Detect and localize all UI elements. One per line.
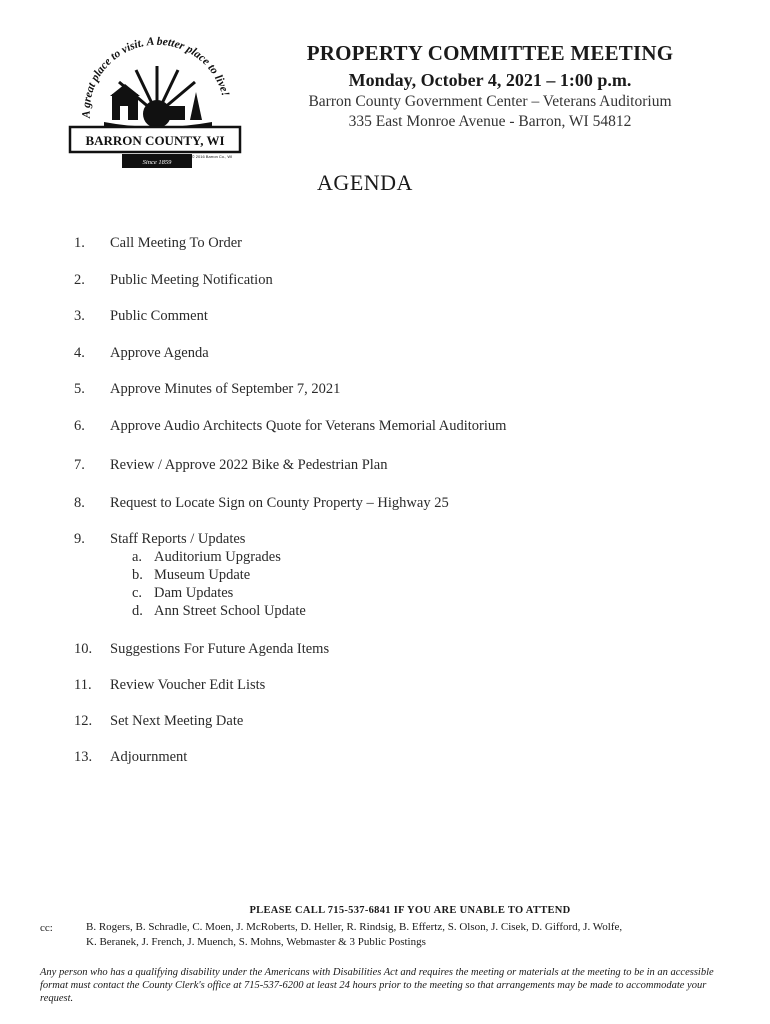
agenda-subitem: c. Dam Updates	[132, 585, 234, 601]
logo-arc-text: A great place to visit. A better place to live!	[80, 36, 232, 119]
agenda-heading: AGENDA	[317, 170, 413, 195]
meeting-date: Monday, October 4, 2021 – 1:00 p.m.	[348, 70, 632, 90]
attendance-notice: PLEASE CALL 715-537-6841 IF YOU ARE UNABLE TO ATTEND	[249, 905, 571, 916]
tree-icon	[190, 92, 202, 120]
meeting-title: PROPERTY COMMITTEE MEETING	[306, 41, 674, 65]
agenda-item: 13. Adjournment	[74, 749, 188, 765]
logo-since-text: Since 1859	[142, 159, 172, 166]
agenda-subitem: b. Museum Update	[132, 567, 251, 583]
agenda-item: 6. Approve Audio Architects Quote for Veterans Memorial Auditorium	[74, 418, 507, 434]
cc-line: B. Rogers, B. Schradle, C. Moen, J. McRoberts, D. Heller, R. Rindsig, B. Effertz, S. Olson, J. Cisek, D. Gifford, J. Wolfe,	[86, 921, 623, 933]
agenda-item: 3. Public Comment	[74, 308, 208, 324]
cc-line: K. Beranek, J. French, J. Muench, S. Mohns, Webmaster & 3 Public Postings	[86, 936, 426, 948]
agenda-subitem: d. Ann Street School Update	[132, 603, 306, 619]
cc-list	[86, 920, 706, 950]
logo-banner-text: BARRON COUNTY, WI	[85, 133, 225, 148]
agenda-item: 7. Review / Approve 2022 Bike & Pedestrian Plan	[74, 457, 388, 473]
agenda-item: 2. Public Meeting Notification	[74, 272, 273, 288]
agenda-item: 1. Call Meeting To Order	[74, 235, 243, 251]
agenda-item: 12. Set Next Meeting Date	[74, 713, 244, 729]
agenda-item: 4. Approve Agenda	[74, 345, 209, 361]
agenda-item: 10. Suggestions For Future Agenda Items	[74, 641, 330, 657]
meeting-header	[262, 40, 718, 132]
meeting-address: 335 East Monroe Avenue - Barron, WI 54812	[348, 113, 632, 130]
cc-label: cc:	[40, 922, 53, 934]
barron-county-logo	[62, 36, 252, 176]
agenda-item: 5. Approve Minutes of September 7, 2021	[74, 381, 341, 397]
agenda-item: 11. Review Voucher Edit Lists	[74, 677, 266, 693]
agenda-item: 8. Request to Locate Sign on County Property – Highway 25	[74, 495, 449, 511]
logo-copyright-text: © 2016 Barron Co., WI	[191, 154, 233, 159]
agenda-item: 9. Staff Reports / Updates	[74, 531, 246, 547]
ada-notice: Any person who has a qualifying disability under the Americans with Disabilities Act and requires the meeting or materials at the meeting to be in an accessible format must contact the County Clerk's office at 715-537-6200 at least 24 hours prior to the meeting so that arrangements may be made to accommodate your request.	[40, 967, 714, 1004]
agenda-subitem: a. Auditorium Upgrades	[132, 549, 281, 565]
meeting-venue: Barron County Government Center – Veterans Auditorium	[308, 93, 672, 110]
